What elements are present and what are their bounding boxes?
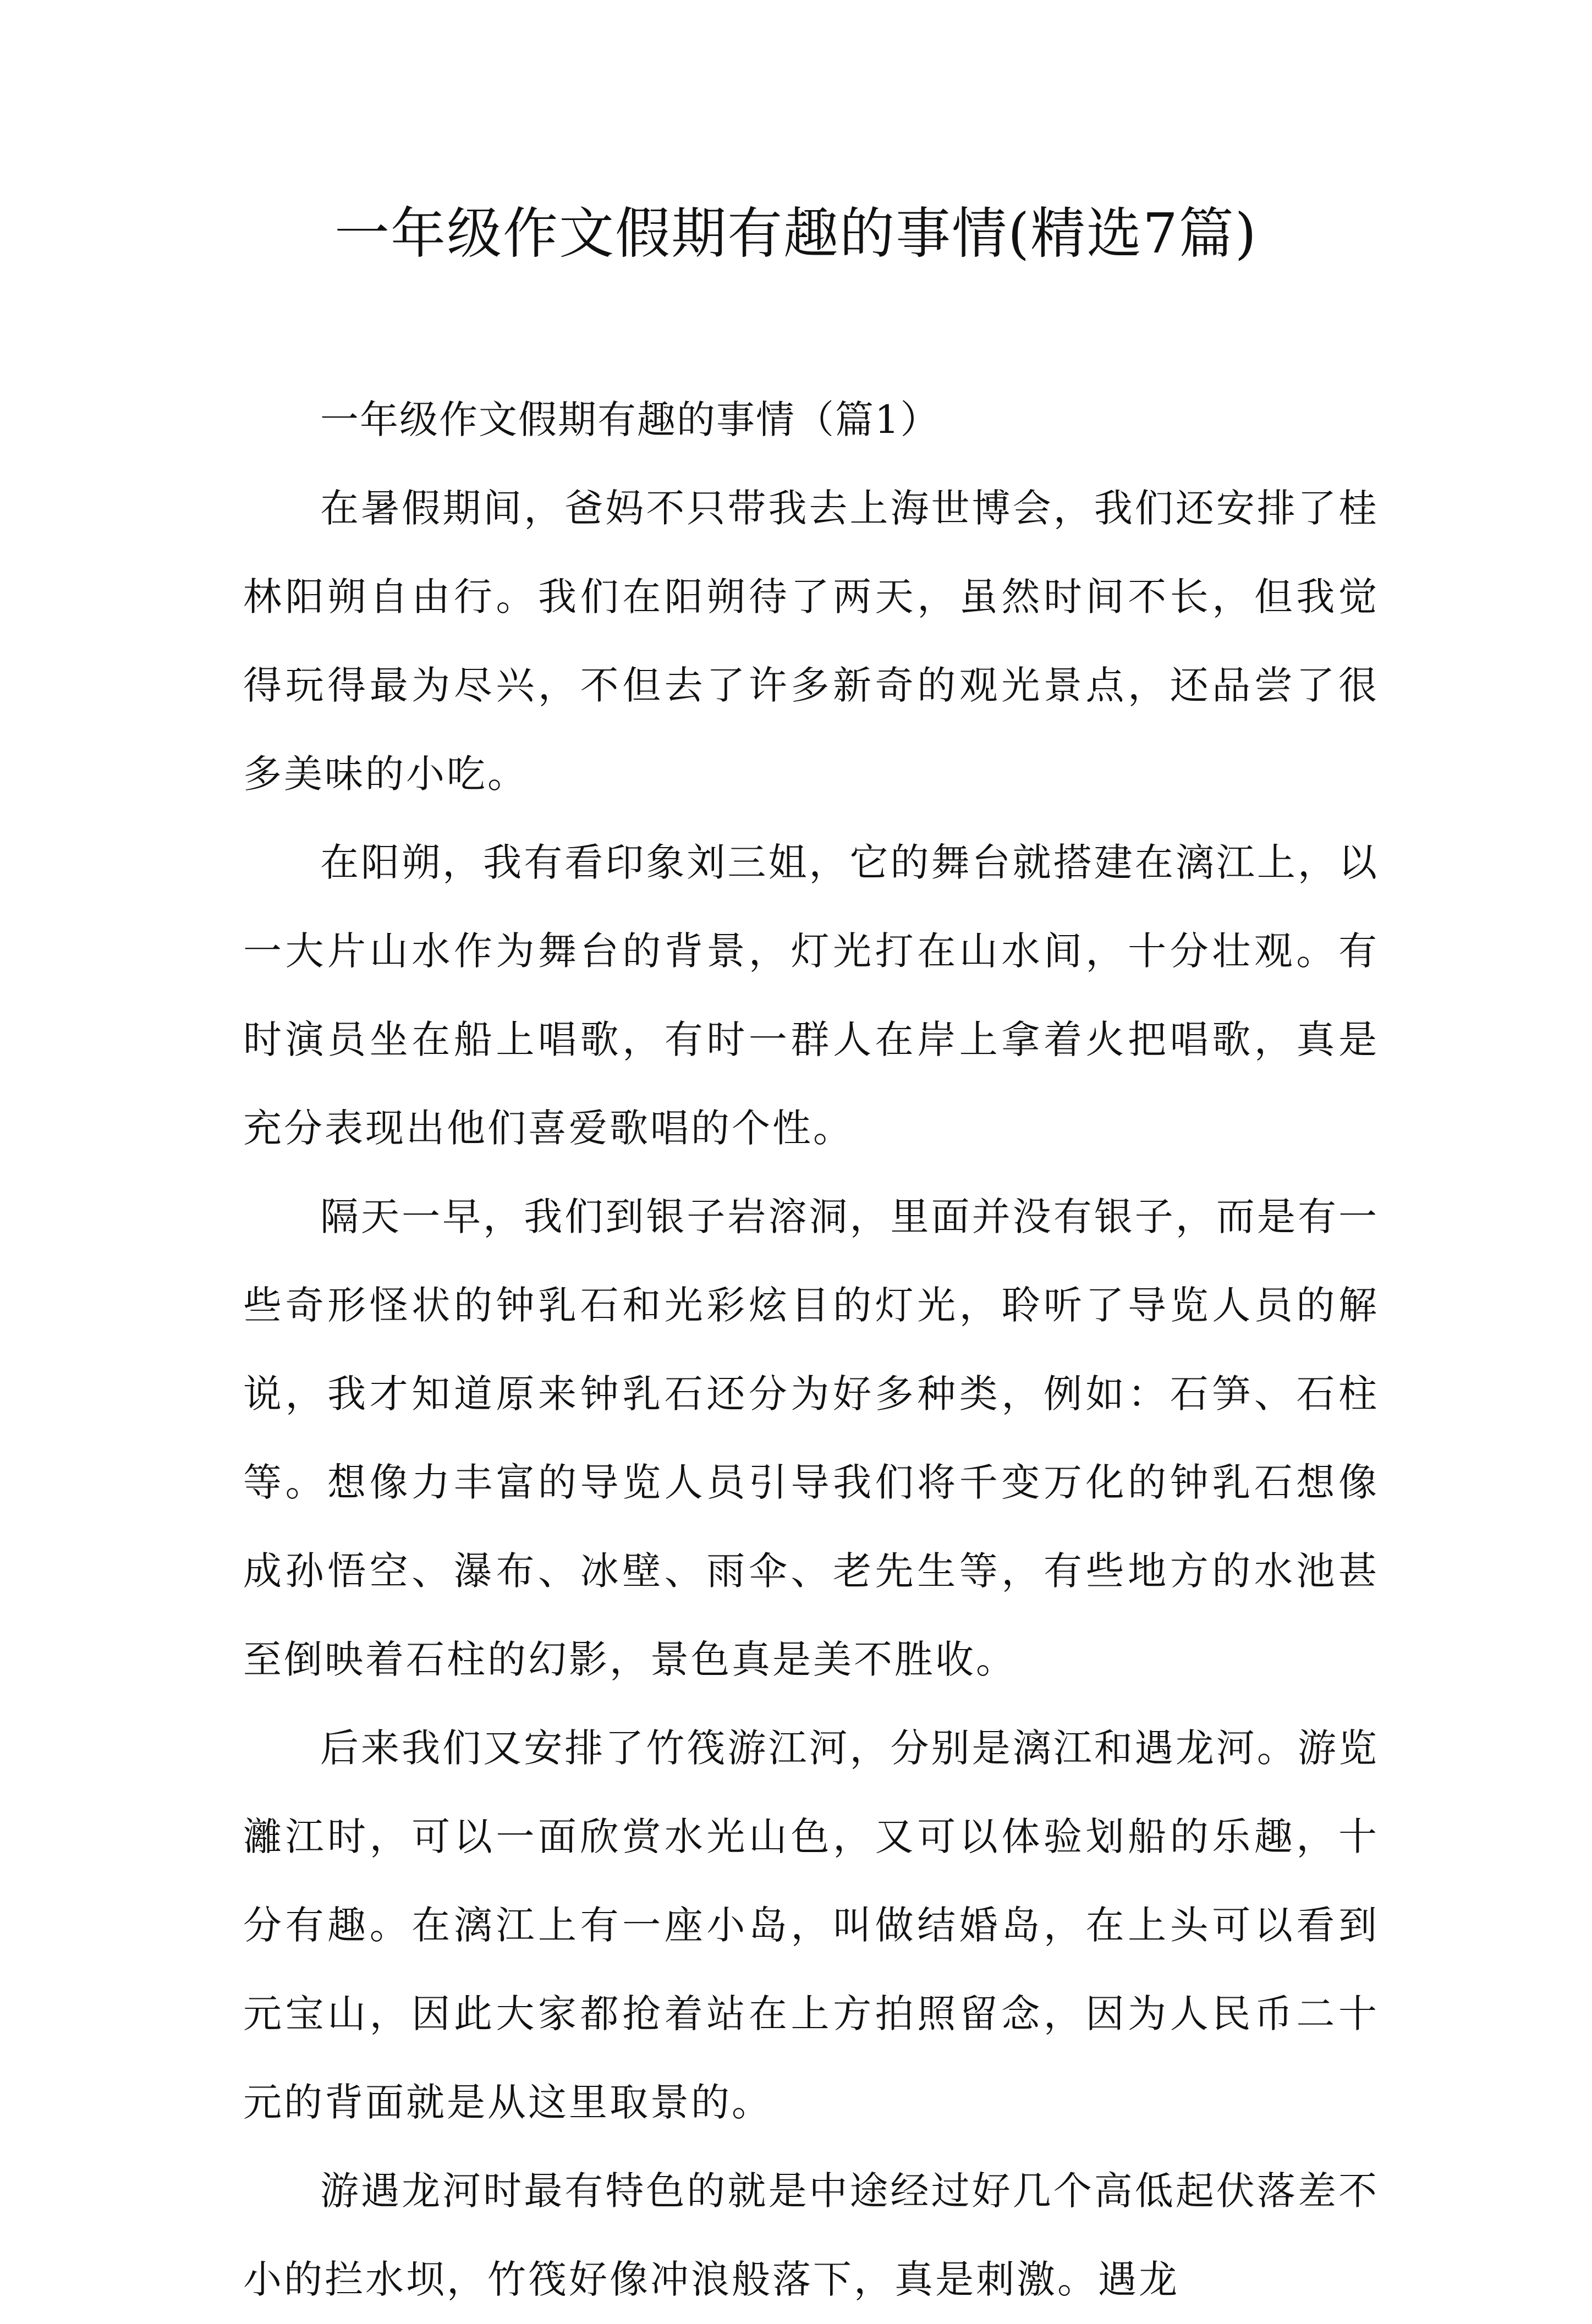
paragraph-4: 后来我们又安排了竹筏游江河，分别是漓江和遇龙河。游览灕江时，可以一面欣赏水光山色，又可以体验划船的乐趣，十分有趣。在漓江上有一座小岛，叫做结婚岛，在上头可以看到元宝山，因此大家都抢着站在上方拍照留念，因为人民币二十元的背面就是从这里取景的。 xyxy=(243,1726,1379,2125)
paragraph-5: 游遇龙河时最有特色的就是中途经过好几个高低起伏落差不小的拦水坝，竹筏好像冲浪般落下，真是刺激。遇龙 xyxy=(243,2168,1379,2302)
paragraph-2: 在阳朔，我有看印象刘三姐，它的舞台就搭建在漓江上，以一大片山水作为舞台的背景，灯光打在山水间，十分壮观。有时演员坐在船上唱歌，有时一群人在岸上拿着火把唱歌，真是充分表现出他们喜爱歌唱的个性。 xyxy=(243,840,1379,1151)
document-title: 一年级作文假期有趣的事情(精选7篇) xyxy=(334,201,1258,266)
paragraph-3: 隔天一早，我们到银子岩溶洞，里面并没有银子，而是有一些奇形怪状的钟乳石和光彩炫目的灯光，聆听了导览人员的解说，我才知道原来钟乳石还分为好多种类，例如：石笋、石柱等。想像力丰富的导览人员引导我们将千变万化的钟乳石想像成孙悟空、瀑布、冰壁、雨伞、老先生等，有些地方的水池甚至倒映着石柱的幻影，景色真是美不胜收。 xyxy=(243,1194,1379,1682)
section-heading: 一年级作文假期有趣的事情（篇1） xyxy=(320,397,940,442)
paragraph-1: 在暑假期间，爸妈不只带我去上海世博会，我们还安排了桂林阳朔自由行。我们在阳朔待了两天，虽然时间不长，但我觉得玩得最为尽兴，不但去了许多新奇的观光景点，还品尝了很多美味的小吃。 xyxy=(243,486,1379,796)
document-body xyxy=(243,376,1379,2324)
